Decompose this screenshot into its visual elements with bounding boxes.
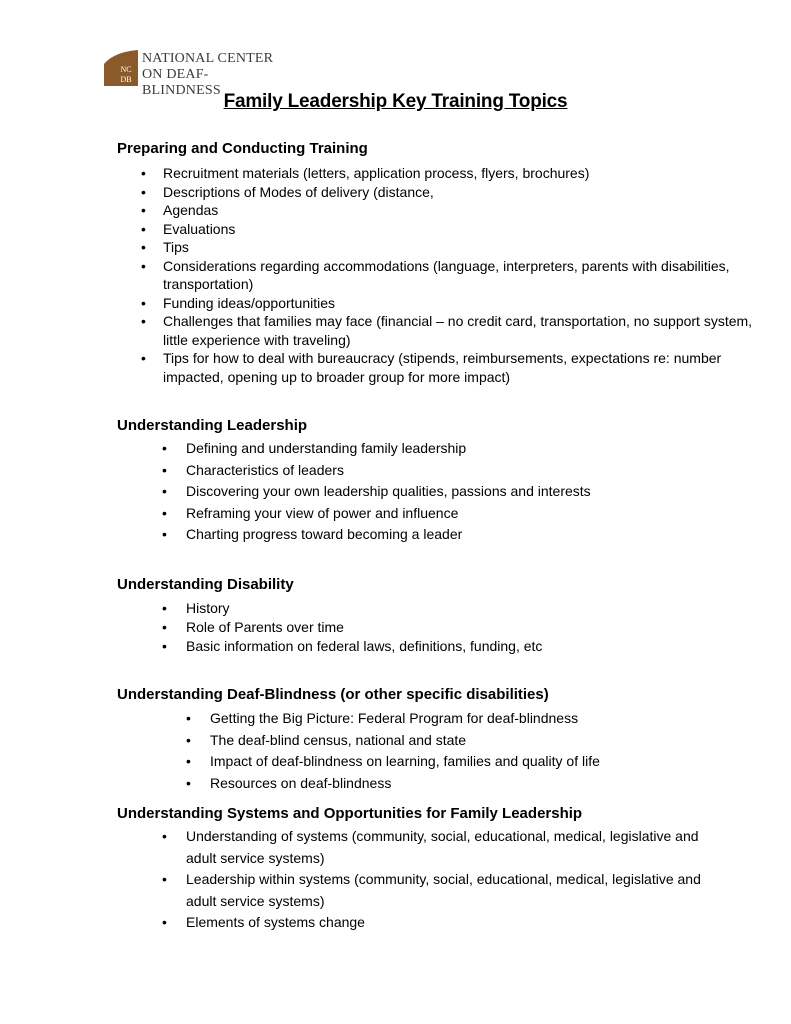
list-item-text: History bbox=[186, 600, 230, 616]
list-item bbox=[117, 183, 757, 202]
section-heading: Understanding Disability bbox=[117, 576, 294, 593]
list-item bbox=[117, 220, 757, 239]
svg-text:NC: NC bbox=[120, 65, 132, 74]
list-item bbox=[117, 751, 757, 773]
list-item-text: Impact of deaf-blindness on learning, families and quality of life bbox=[210, 753, 600, 769]
section-heading: Understanding Deaf-Blindness (or other specific disabilities) bbox=[117, 686, 549, 703]
svg-text:DB: DB bbox=[120, 75, 132, 84]
list-item-text: Tips bbox=[163, 239, 189, 255]
list-item bbox=[117, 869, 706, 912]
bullet-icon: • bbox=[162, 504, 167, 521]
bullet-icon: • bbox=[186, 753, 191, 769]
list-item-text: Charting progress toward becoming a leader bbox=[186, 526, 463, 542]
list-item bbox=[117, 460, 757, 482]
list-item bbox=[117, 238, 757, 257]
section-heading: Understanding Systems and Opportunities for Family Leadership bbox=[117, 805, 583, 822]
bullet-list bbox=[117, 826, 757, 934]
ncdb-logo bbox=[104, 48, 279, 98]
list-item-text: Tips for how to deal with bureaucracy (stipends, reimbursements, expectations re: number impacted, opening up to broader group for more impact) bbox=[163, 350, 722, 385]
bullet-icon: • bbox=[162, 461, 167, 478]
bullet-icon: • bbox=[186, 774, 191, 791]
list-item-text: Role of Parents over time bbox=[186, 619, 344, 635]
bullet-list bbox=[117, 438, 757, 546]
list-item bbox=[117, 912, 706, 934]
bullet-icon: • bbox=[162, 914, 167, 930]
list-item-text: Getting the Big Picture: Federal Program for deaf-blindness bbox=[210, 710, 579, 726]
list-item-text: Agendas bbox=[163, 202, 219, 218]
bullet-icon: • bbox=[141, 202, 146, 218]
list-item-text: Recruitment materials (letters, application process, flyers, brochures) bbox=[163, 165, 590, 181]
section-systems-opportunities bbox=[117, 805, 757, 934]
ncdb-logo-mark bbox=[104, 50, 138, 86]
list-item bbox=[117, 438, 757, 460]
section-understanding-disability bbox=[117, 576, 757, 656]
bullet-icon: • bbox=[141, 183, 146, 200]
bullet-icon: • bbox=[141, 350, 146, 366]
list-item bbox=[117, 637, 757, 656]
section-heading: Understanding Leadership bbox=[117, 417, 308, 434]
bullet-icon: • bbox=[162, 600, 167, 616]
list-item-text: Challenges that families may face (financial – no credit card, transportation, no support system, little experience with traveling) bbox=[163, 313, 753, 348]
list-item-text: Basic information on federal laws, definitions, funding, etc bbox=[186, 638, 543, 654]
bullet-icon: • bbox=[141, 239, 146, 255]
bullet-list bbox=[117, 164, 757, 386]
section-understanding-leadership bbox=[117, 417, 757, 546]
bullet-icon: • bbox=[162, 526, 167, 542]
bullet-icon: • bbox=[162, 483, 167, 499]
bullet-list bbox=[117, 599, 757, 656]
list-item bbox=[117, 164, 757, 183]
list-item bbox=[117, 257, 757, 294]
bullet-list bbox=[117, 708, 757, 794]
list-item bbox=[117, 503, 757, 525]
list-item bbox=[117, 599, 757, 618]
bullet-icon: • bbox=[141, 294, 146, 311]
list-item bbox=[117, 349, 757, 386]
list-item bbox=[117, 618, 757, 637]
list-item bbox=[117, 826, 706, 869]
bullet-icon: • bbox=[162, 619, 167, 635]
logo-line-1: NATIONAL CENTER bbox=[142, 51, 274, 66]
section-understanding-deaf-blindness bbox=[117, 686, 757, 794]
list-item bbox=[117, 312, 757, 349]
bullet-icon: • bbox=[162, 871, 167, 887]
section-heading: Preparing and Conducting Training bbox=[117, 140, 368, 157]
list-item bbox=[117, 730, 757, 752]
list-item-text: Reframing your view of power and influence bbox=[186, 504, 459, 521]
list-item bbox=[117, 524, 757, 546]
logo-line-2: ON DEAF-BLINDNESS bbox=[142, 67, 221, 98]
bullet-icon: • bbox=[186, 731, 191, 748]
bullet-icon: • bbox=[141, 165, 146, 181]
bullet-icon: • bbox=[186, 710, 191, 726]
list-item-text: Resources on deaf-blindness bbox=[210, 774, 392, 791]
section-preparing-training bbox=[117, 140, 757, 386]
list-item-text: The deaf-blind census, national and state bbox=[210, 731, 467, 748]
list-item-text: Discovering your own leadership qualities, passions and interests bbox=[186, 483, 591, 499]
bullet-icon: • bbox=[141, 313, 146, 329]
list-item-text: Leadership within systems (community, social, educational, medical, legislative and adult service systems) bbox=[186, 871, 701, 909]
list-item bbox=[117, 773, 757, 795]
list-item bbox=[117, 481, 757, 503]
list-item bbox=[117, 294, 757, 313]
list-item-text: Characteristics of leaders bbox=[186, 461, 344, 478]
list-item-text: Funding ideas/opportunities bbox=[163, 294, 336, 311]
list-item-text: Elements of systems change bbox=[186, 914, 365, 930]
bullet-icon: • bbox=[162, 440, 167, 456]
list-item-text: Evaluations bbox=[163, 220, 236, 237]
list-item-text: Descriptions of Modes of delivery (distance, bbox=[163, 183, 434, 200]
document-title: Family Leadership Key Training Topics bbox=[223, 91, 568, 112]
bullet-icon: • bbox=[141, 220, 146, 237]
list-item-text: Understanding of systems (community, social, educational, medical, legislative and adult service systems) bbox=[186, 828, 699, 866]
bullet-icon: • bbox=[141, 257, 146, 274]
list-item-text: Defining and understanding family leadership bbox=[186, 440, 467, 456]
bullet-icon: • bbox=[162, 828, 167, 844]
list-item bbox=[117, 708, 757, 730]
list-item-text: Considerations regarding accommodations (language, interpreters, parents with disabilities, transportation) bbox=[163, 257, 730, 292]
list-item bbox=[117, 201, 757, 220]
bullet-icon: • bbox=[162, 638, 167, 654]
